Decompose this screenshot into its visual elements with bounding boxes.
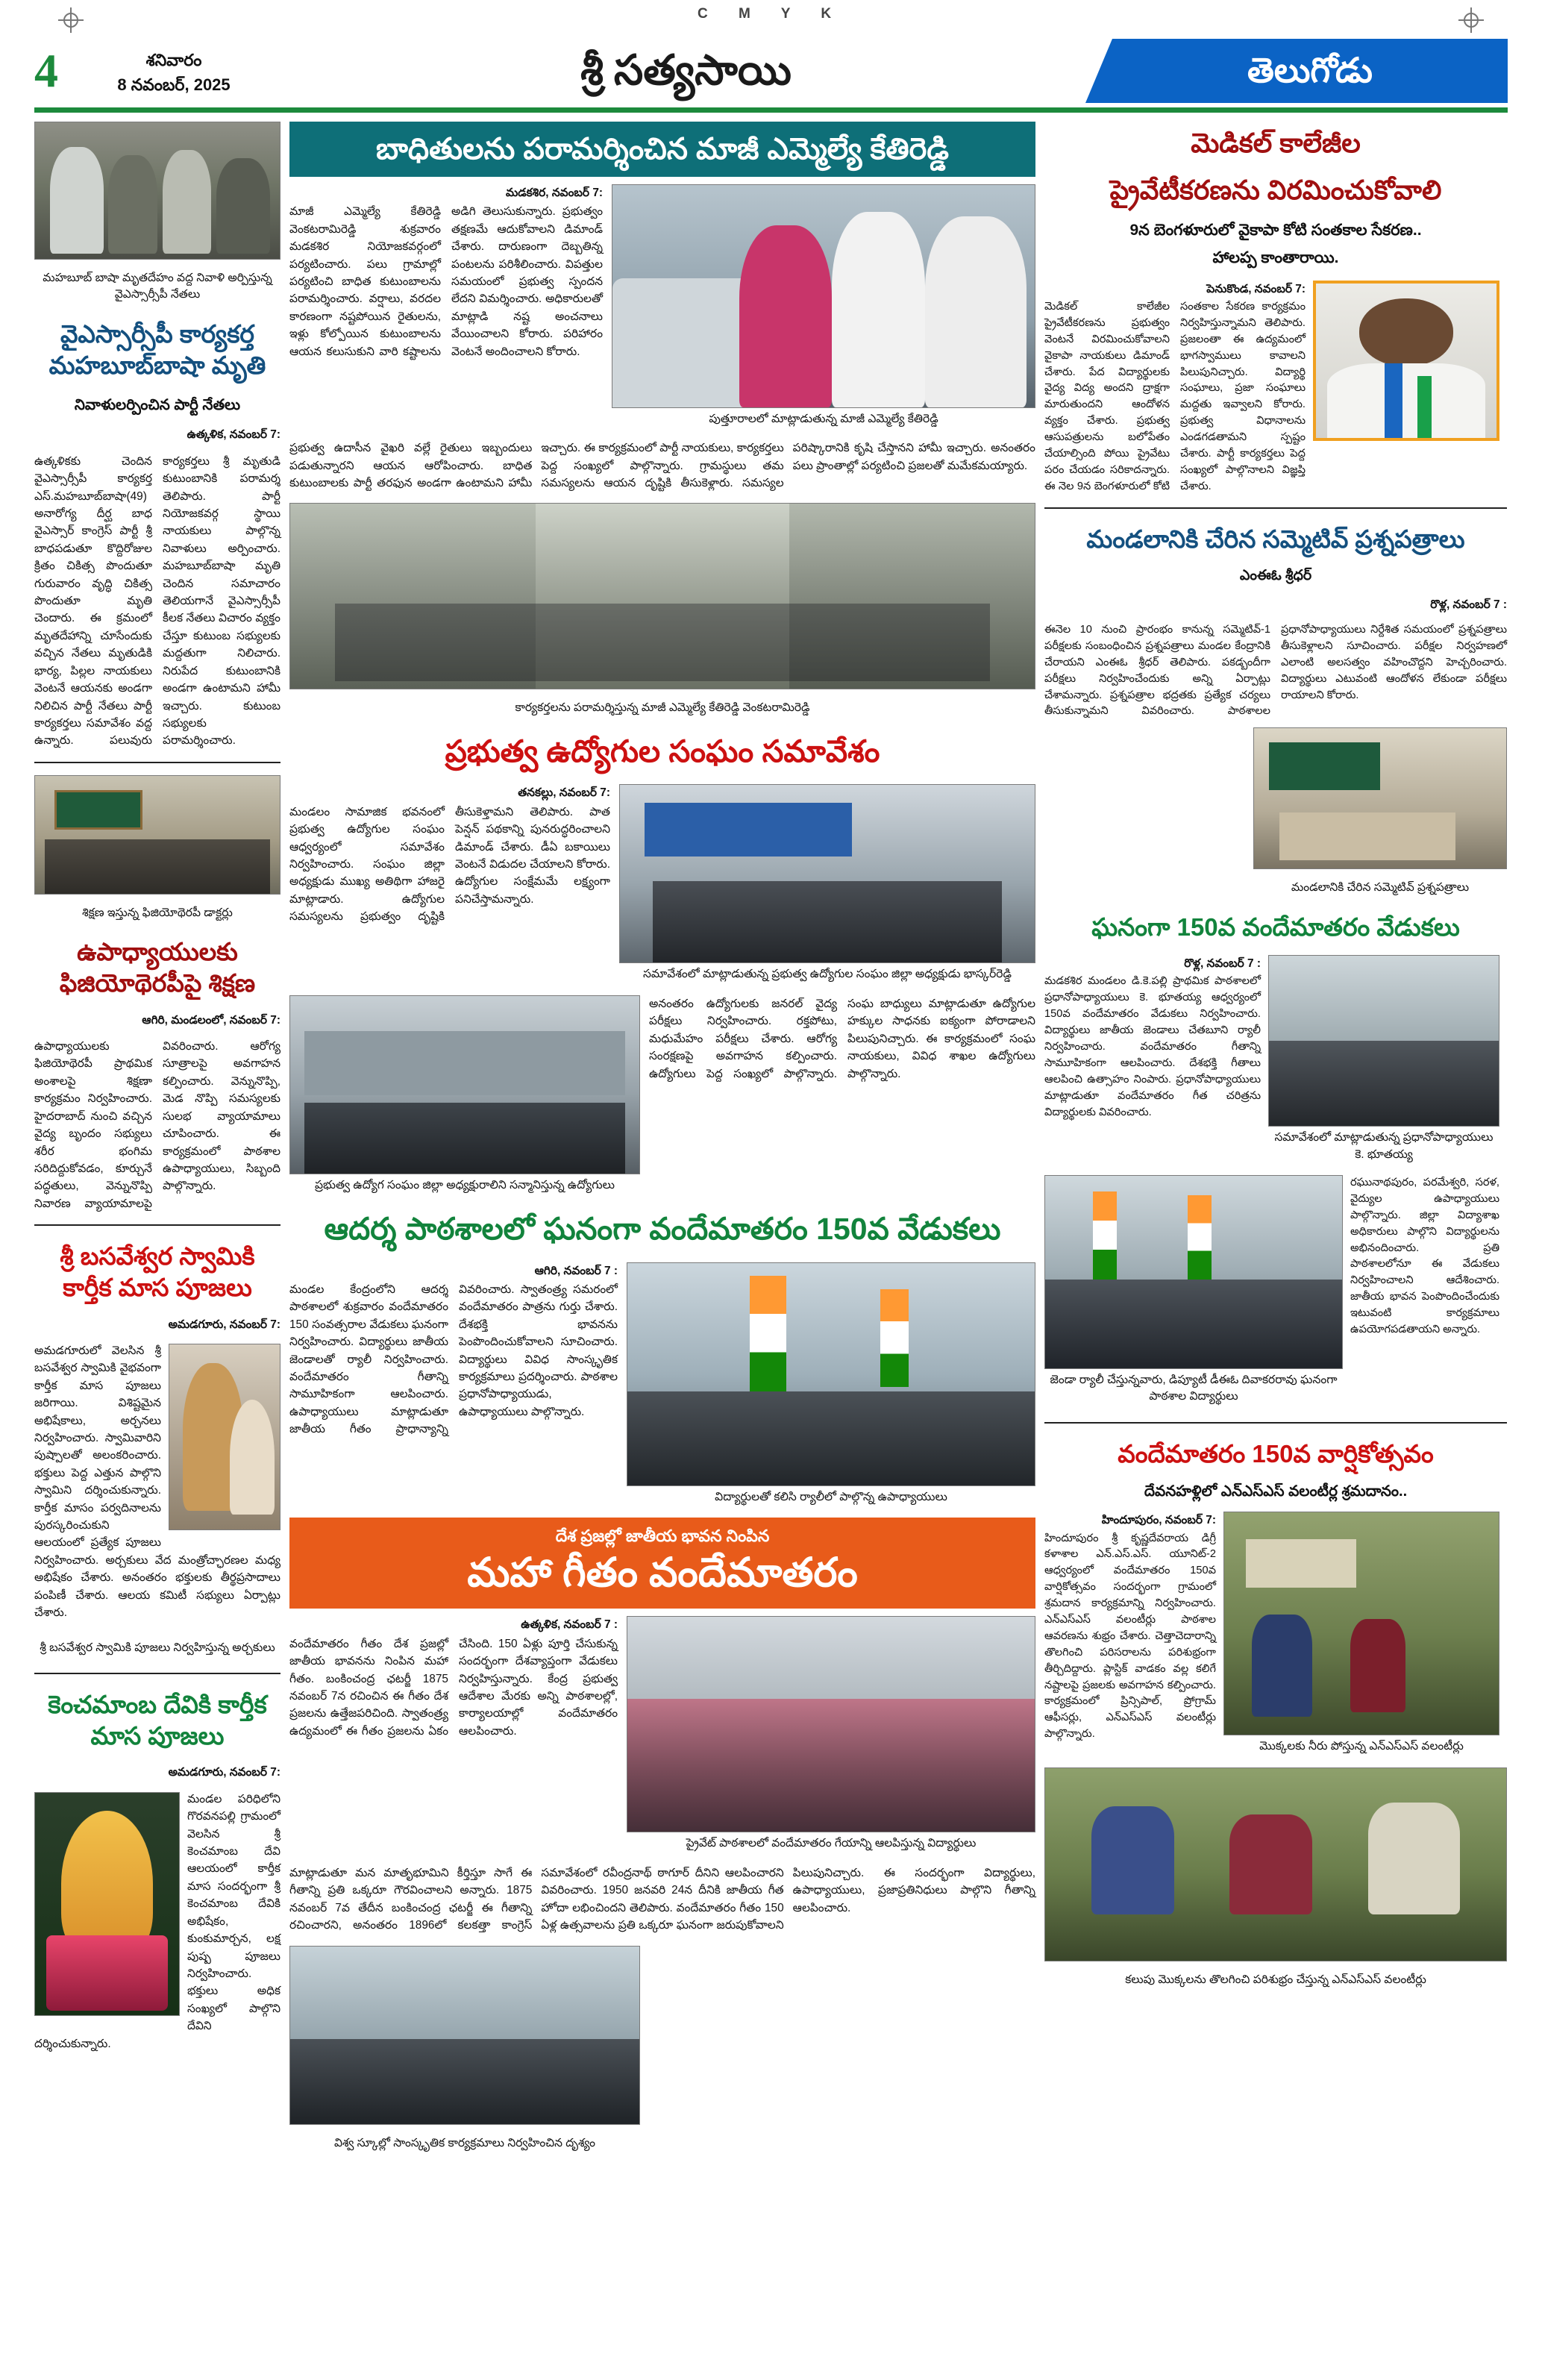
print-registration-bar xyxy=(0,0,1542,39)
photo-felicitation xyxy=(289,995,640,1174)
photo-question-papers xyxy=(1253,727,1507,869)
registration-mark-right-icon xyxy=(1458,7,1484,33)
story-body-kenchamamba-text: మండల పరిధిలోని గొరవనపల్లి గ్రామంలో వెలసిన శ్రీ కెంచమాంబ దేవి ఆలయంలో కార్తీక మాస సందర్భంగా శ్రీ కెంచమాంబ దేవికి అభిషేకం, కుంకుమార్చన, లక్ష పుష్ప పూజలు నిర్వహించారు. భక్తులు అధిక సంఖ్యలో పాల్గొని దేవిని దర్శించుకున్నారు. xyxy=(34,1792,280,2050)
photo-workers-group xyxy=(289,503,1035,689)
banner-body-1: వందేమాతరం గీతం దేశ ప్రజల్లో జాతీయ భావనను నింపిన మహా గీతం. బంకించంద్ర ఛటర్జీ 1875 నవంబర్ 7న రచించిన ఈ గీతం దేశ ప్రజలను ఉత్తేజపరిచింది. స్వాతంత్ర్య ఉద్యమంలో ఈ గీతం ప్రజలను ఏకం చేసింది. 150 ఏళ్లు పూర్తి చేసుకున్న సందర్భంగా దేశవ్యాప్తంగా వేడుకలు నిర్వహిస్తున్నారు. కేంద్ర ప్రభుత్వ ఆదేశాల మేరకు అన్ని పాఠశాలల్లో, కార్యాలయాల్లో వందేమాతరం ఆలపించారు. xyxy=(289,1637,618,1738)
nss-row xyxy=(1044,1512,1507,1759)
story-title-basaveshwara: శ్రీ బసవేశ్వర స్వామికి కార్తీక మాస పూజలు xyxy=(60,1242,255,1302)
divider xyxy=(34,1224,280,1226)
banner-row xyxy=(289,1616,1035,1856)
dateline-physio: ఆగిరి, మండలంలో, నవంబర్ 7: xyxy=(142,1013,280,1027)
photo-caption: విద్యార్థులతో కలిసి ర్యాలీలో పాల్గొన్న ఉపాధ్యాయులు xyxy=(715,1490,947,1503)
dateline-banner: ఉత్కళిక, నవంబర్ 7 : xyxy=(521,1618,618,1632)
paper-title: శ్రీ సత్యసాయి xyxy=(580,48,792,94)
photo-mla-car xyxy=(612,184,1035,408)
meeting-photo-block xyxy=(619,784,1035,987)
photo-caption: సమావేశంలో మాట్లాడుతున్న ప్రధానోపాధ్యాయులు కె. భూతయ్య xyxy=(1274,1131,1494,1161)
photo-flag-rally xyxy=(627,1262,1035,1486)
photo-nss-weeding xyxy=(1044,1767,1507,1961)
date-label: 8 నవంబర్, 2025 xyxy=(117,75,231,94)
vande-text-block-2 xyxy=(1350,1175,1499,1410)
vande-photo-block xyxy=(1268,955,1499,1168)
headline-nss-1: వందేమాతరం 150వ వార్షికోత్సవం xyxy=(1118,1439,1434,1468)
vande-photo-block-2 xyxy=(1044,1175,1343,1410)
cmyk-label: C M Y K xyxy=(697,6,845,22)
photo-caption: మండలానికి చేరిన సమ్మెటివ్ ప్రశ్నపత్రాలు xyxy=(1291,881,1470,895)
page-number: 4 xyxy=(34,44,58,97)
photo-caption: విశ్వ స్కూల్లో సాంస్కృతిక కార్యక్రమాలు నిర్వహించిన దృశ్యం xyxy=(334,2137,595,2150)
meeting-row-2 xyxy=(289,995,1035,1198)
banner-body-2: మాట్లాడుతూ మన మాతృభూమిని కీర్తిస్తూ సాగే ఈ గీతాన్ని ప్రతి ఒక్కరూ గౌరవించాలని అన్నారు. 1875 నవంబర్ 7వ తేదీన బంకించంద్ర ఛటర్జీ ఈ గీతాన్ని రచించారని, అనంతరం 1896లో కలకత్తా కాంగ్రెస్ సమావేశంలో రవీంద్రనాథ్ ఠాగూర్ దీనిని ఆలపించారని వివరించారు. 1950 జనవరి 24న దీనికి జాతీయ గీత హోదా లభించిందని తెలిపారు. వందేమాతరం గీతం 150 ఏళ్ల ఉత్సవాలను ప్రతి ఒక్కరూ ఘనంగా జరుపుకోవాలని పిలుపునిచ్చారు. ఈ సందర్భంగా విద్యార్థులు, ఉపాధ్యాయులు, ప్రజాప్రతినిధులు పాల్గొని గీతాన్ని ఆలపించారు. xyxy=(289,1866,1035,1932)
photo-caption: ప్రభుత్వ ఉద్యోగ సంఘం జిల్లా అధ్యక్షురాలిని సన్మానిస్తున్న ఉద్యోగులు xyxy=(315,1178,615,1191)
registration-mark-left-icon xyxy=(58,7,84,33)
lead-photo-block xyxy=(612,184,1035,432)
column-right xyxy=(1044,122,1507,2157)
vande-text-block xyxy=(1044,955,1261,1168)
story-title-kenchamamba: కెంచమాంబ దేవికి కార్తీక మాస పూజలు xyxy=(48,1690,267,1750)
lead-headline: బాధితులను పరామర్శించిన మాజీ ఎమ్మెల్యే కేతిరెడ్డి xyxy=(289,122,1035,177)
nss-text-block xyxy=(1044,1512,1216,1759)
meeting-row xyxy=(289,784,1035,987)
dateline-basaveshwara: అమడగూరు, నవంబర్ 7: xyxy=(168,1318,280,1331)
banner-vandemataram xyxy=(289,1518,1035,1609)
medical-photo-block xyxy=(1313,281,1499,495)
school-row xyxy=(289,1262,1035,1510)
subhead-medical-2: హాలప్ప కాంతారాయి. xyxy=(1212,249,1339,267)
banner-photo-block xyxy=(627,1616,1035,1856)
dateline-school: ఆగిరి, నవంబర్ 7 : xyxy=(534,1264,618,1277)
weekday-label: శనివారం xyxy=(145,51,202,69)
meeting-body-2: అనంతరం ఉద్యోగులకు జనరల్ వైద్య పరీక్షలు నిర్వహించారు. రక్తపోటు, మధుమేహం పరీక్షలు చేశారు. ఆరోగ్య సంరక్షణపై అవగాహన కల్పించారు. ఉద్యోగులు పెద్ద సంఖ్యలో పాల్గొన్నారు. సంఘ బాధ్యులు మాట్లాడుతూ ఉద్యోగుల హక్కుల సాధనకు ఐక్యంగా పోరాడాలని పిలుపునిచ్చారు. ఈ కార్యక్రమంలో సంఘ నాయకులు, వివిధ శాఖల ఉద్యోగులు పాల్గొన్నారు. xyxy=(649,997,1035,1080)
nss-body: హిందూపురం శ్రీ కృష్ణదేవరాయ డిగ్రీ కళాశాల ఎన్.ఎస్.ఎస్. యూనిట్-2 ఆధ్వర్యంలో వందేమాతరం 150వ వార్షికోత్సవం సందర్భంగా గ్రామంలో శ్రమదాన కార్యక్రమాన్ని నిర్వహించారు. ఎన్ఎస్ఎస్ వలంటీర్లు పాఠశాల ఆవరణను శుభ్రం చేశారు. చెత్తాచెదారాన్ని తొలగించి పరిసరాలను పరిశుభ్రంగా తీర్చిదిద్దారు. ప్లాస్టిక్ వాడకం వల్ల కలిగే నష్టాలపై ప్రజలకు అవగాహన కల్పించారు. కార్యక్రమంలో ప్రిన్సిపాల్, ప్రోగ్రామ్ ఆఫీసర్లు, ఎన్ఎస్ఎస్ వలంటీర్లు పాల్గొన్నారు. xyxy=(1044,1532,1216,1741)
meeting-body-1: మండలం సామాజిక భవనంలో ప్రభుత్వ ఉద్యోగుల సంఘం ఆధ్వర్యంలో సమావేశం నిర్వహించారు. సంఘం జిల్లా అధ్యక్షుడు ముఖ్య అతిథిగా హాజరై మాట్లాడారు. ఉద్యోగుల సమస్యలను ప్రభుత్వం దృష్టికి తీసుకెళ్తామని తెలిపారు. పాత పెన్షన్ పథకాన్ని పునరుద్ధరించాలని డిమాండ్ చేశారు. డీఏ బకాయిలు వెంటనే విడుదల చేయాలని కోరారు. ఉద్యోగుల సంక్షేమమే లక్ష్యంగా పనిచేస్తామన్నారు. xyxy=(289,805,610,924)
photo-caption: కార్యకర్తలను పరామర్శిస్తున్న మాజీ ఎమ్మెల్యే కేతిరెడ్డి వెంకటరామిరెడ్డి xyxy=(515,701,810,714)
photo-caption: శిక్షణ ఇస్తున్న ఫిజియోథెరపీ డాక్టర్లు xyxy=(82,906,233,919)
photo-flag-procession xyxy=(1044,1175,1343,1369)
photo-caption: శ్రీ బసవేశ్వర స్వామికి పూజలు నిర్వహిస్తున్న అర్చకులు xyxy=(40,1641,275,1654)
lead-story-body-2: ప్రభుత్వ ఉదాసీన వైఖరి వల్లే రైతులు ఇబ్బందులు పడుతున్నారని ఆయన ఆరోపించారు. బాధిత కుటుంబాలకు పార్టీ తరఫున అండగా ఉంటామని హామీ ఇచ్చారు. ఈ కార్యక్రమంలో పార్టీ నాయకులు, కార్యకర్తలు పెద్ద సంఖ్యలో పాల్గొన్నారు. గ్రామస్థులు తమ సమస్యలను ఆయన దృష్టికి తీసుకెళ్లారు. సమస్యల పరిష్కారానికి కృషి చేస్తానని హామీ ఇచ్చారు. అనంతరం పలు ప్రాంతాల్లో పర్యటించి ప్రజలతో మమేకమయ్యారు. xyxy=(289,442,1035,490)
photo-caption: జెండా ర్యాలీ చేస్తున్నవారు, డిప్యూటీ డీఈఓ దివాకరరావు ఘనంగా పాఠశాల విద్యార్థులు xyxy=(1050,1374,1338,1403)
divider xyxy=(34,1673,280,1674)
photo-caption: మొక్కలకు నీరు పోస్తున్న ఎన్ఎస్ఎస్ వలంటీర్లు xyxy=(1259,1740,1464,1753)
column-left xyxy=(34,122,280,2157)
medical-text-block xyxy=(1044,281,1306,495)
banner-title: మహా గీతం వందేమాతరం xyxy=(467,1550,858,1595)
vande-body: మడకశిర మండలం డి.కె.పల్లి ప్రాథమిక పాఠశాలలో ప్రధానోపాధ్యాయులు కె. భూతయ్య ఆధ్వర్యంలో 150వ వందేమాతరం వేడుకలు నిర్వహించారు. విద్యార్థులు జాతీయ జెండాలు చేతబూని ర్యాలీ నిర్వహించారు. వందేమాతరం గీతాన్ని సామూహికంగా ఆలపించారు. దేశభక్తి గీతాలు ఆలపించి ఉత్సాహం నింపారు. ప్రధానోపాధ్యాయులు మాట్లాడుతూ వందేమాతరం గీత చరిత్రను విద్యార్థులకు వివరించారు. xyxy=(1044,975,1261,1118)
story-title-ysrcp: వైఎస్సార్సీపీ కార్యకర్త మహబూబ్‌బాషా మృతి xyxy=(48,319,266,380)
masthead xyxy=(34,39,1508,103)
nss-photo-block xyxy=(1223,1512,1499,1759)
banner-subtitle: దేశ ప్రజల్లో జాతీయ భావన నింపిన xyxy=(555,1526,770,1546)
lead-story-text-block xyxy=(289,184,603,432)
masthead-rule xyxy=(34,107,1508,113)
school-body: మండల కేంద్రంలోని ఆదర్శ పాఠశాలలో శుక్రవారం వందేమాతరం 150 సంవత్సరాల వేడుకలు ఘనంగా నిర్వహించారు. విద్యార్థులు జాతీయ జెండాలతో ర్యాలీ నిర్వహించారు. వందేమాతరం గీతాన్ని సామూహికంగా ఆలపించారు. ఉపాధ్యాయులు మాట్లాడుతూ జాతీయ గీతం ప్రాధాన్యాన్ని వివరించారు. స్వాతంత్ర్య సమరంలో వందేమాతరం పాత్రను గుర్తు చేశారు. దేశభక్తి భావనను పెంపొందించుకోవాలని సూచించారు. విద్యార్థులు వివిధ సాంస్కృతిక కార్యక్రమాలు ప్రదర్శించారు. పాఠశాల ప్రధానోపాధ్యాయుడు, ఉపాధ్యాయులు పాల్గొన్నారు. xyxy=(289,1283,618,1436)
meeting-text-block-2 xyxy=(649,995,1035,1198)
headline-nss-2: దేవనహళ్లిలో ఎన్ఎస్ఎస్ వలంటీర్ల శ్రమదానం.. xyxy=(1144,1483,1408,1500)
medical-row xyxy=(1044,281,1507,495)
photo-meeting-hall xyxy=(619,784,1035,963)
headline-vande-150: ఘనంగా 150వ వందేమాతరం వేడుకలు xyxy=(1091,912,1460,941)
photo-nss-watering xyxy=(1223,1512,1499,1735)
story-subtitle-ysrcp: నివాళులర్పించిన పార్టీ నేతలు xyxy=(74,397,241,414)
divider xyxy=(1044,1422,1507,1424)
summative-body: ఈనెల 10 నుంచి ప్రారంభం కానున్న సమ్మెటివ్-1 పరీక్షలకు సంబంధించిన ప్రశ్నపత్రాలు మండల కేంద్రానికి చేరాయని ఎంఈఓ శ్రీధర్ తెలిపారు. పకడ్బందీగా పరీక్షలు నిర్వహించేందుకు అన్ని ఏర్పాట్లు చేశామన్నారు. ప్రశ్నపత్రాల భద్రతకు ప్రత్యేక చర్యలు తీసుకున్నామని వివరించారు. పాఠశాలల ప్రధానోపాధ్యాయులు నిర్దేశిత సమయంలో ప్రశ్నపత్రాలు తీసుకెళ్లాలని సూచించారు. పరీక్షల నిర్వహణలో ఎలాంటి అలసత్వం వహించొద్దని హెచ్చరించారు. విద్యార్థులు ఎటువంటి ఆందోళన లేకుండా పరీక్షలు రాయాలని కోరారు. xyxy=(1044,624,1507,718)
photo-temple-priest xyxy=(169,1344,280,1530)
dateline-medical: పెనుకొండ, నవంబర్ 7: xyxy=(1206,282,1306,295)
photo-caption: కలుపు మొక్కలను తొలగించి పరిశుభ్రం చేస్తున్న ఎన్ఎస్ఎస్ వలంటీర్లు xyxy=(1125,1973,1426,1986)
divider xyxy=(1044,507,1507,509)
page-content xyxy=(0,113,1542,2179)
dateline-kenchamamba: అమడగూరు, నవంబర్ 7: xyxy=(168,1766,280,1779)
photo-physiotherapy xyxy=(34,775,280,895)
headline-summative: మండలానికి చేరిన సమ్మెటివ్ ప్రశ్నపత్రాలు xyxy=(1086,524,1465,553)
photo-caption: పుత్తూరాలలో మాట్లాడుతున్న మాజీ ఎమ్మెల్యే కేతిరెడ్డి xyxy=(709,413,938,425)
photo-caption: సమావేశంలో మాట్లాడుతున్న ప్రభుత్వ ఉద్యోగుల సంఘం జిల్లా అధ్యక్షుడు భాస్కర్‌రెడ్డి xyxy=(643,968,1012,981)
photo-caption: మహబూబ్ బాషా మృతదేహం వద్ద నివాళి అర్పిస్తున్న వైఎస్సార్సీపీ నేతలు xyxy=(43,272,272,301)
dateline-nss: హిందూపురం, నవంబర్ 7: xyxy=(1101,1514,1216,1527)
photo-leader-portrait xyxy=(1313,281,1499,441)
photo-caption: ప్రైవేట్ పాఠశాలలో వందేమాతరం గేయాన్ని ఆలపిస్తున్న విద్యార్థులు xyxy=(686,1837,977,1850)
headline-medical-2: ప్రైవేటీకరణను విరమించుకోవాలి xyxy=(1109,175,1442,205)
story-body-ysrcp: ఉత్కళికకు చెందిన వైఎస్సార్సీపీ కార్యకర్త ఎస్.మహబూబ్‌బాషా(49) అనారోగ్య దీర్ఘ బాధ వైఎస్సార్ కాంగ్రెస్ పార్టీ శ్రీ బాధపడుతూ కొద్దిరోజుల క్రితం చికిత్స పొందుతూ గురువారం వృద్ధి చికిత్స పొందుతూ మృతి చెందారు. ఈ క్రమంలో మృతదేహాన్ని చూసేందుకు వచ్చిన నేతలు మృతుడికి భార్య, పిల్లల నాయకులు వెంటనే ఆయనకు అండగా నిలిచిన పార్టీ నేతలు పార్టీ కార్యకర్తలు సమావేశం వద్ద ఉన్నారు. పలువురు కార్యకర్తలు శ్రీ మృతుడి కుటుంబానికి పరామర్శ తెలిపారు. పార్టీ నియోజకవర్గ స్థాయి నాయకులు పాల్గొన్న నివాళులు అర్పించారు. మహబూబ్‌బాషా మృతి చెందిన సమాచారం తెలియగానే వైఎస్సార్సీపీ కీలక నేతలు విచారం వ్యక్తం చేస్తూ కుటుంబ సభ్యులకు మద్దతుగా నిలిచారు. నిరుపేద కుటుంబానికి అండగా ఉంటామని హామీ ఇచ్చారు. కుటుంబ సభ్యులకు పరామర్శించారు. xyxy=(34,454,280,748)
dateline-ysrcp: ఉత్కళిక, నవంబర్ 7: xyxy=(187,428,280,442)
dateline-summative: రొళ్ల, నవంబర్ 7 : xyxy=(1430,598,1507,611)
dateline-meeting: తనకల్లు, నవంబర్ 7: xyxy=(518,786,610,800)
date-block xyxy=(88,39,260,103)
story-title-physio: ఉపాధ్యాయులకు ఫిజియోథెరపీపై శిక్షణ xyxy=(59,938,256,998)
blood-photo-block xyxy=(289,995,640,1198)
headline-medical-1: మెడికల్ కాలేజీల xyxy=(1191,128,1361,158)
school-text-block xyxy=(289,1262,618,1510)
vande-row-2 xyxy=(1044,1175,1507,1410)
headline-school-vandemataram: ఆదర్శ పాఠశాలలో ఘనంగా వందేమాతరం 150వ వేడుకలు xyxy=(324,1212,1001,1247)
photo-condolence xyxy=(34,122,280,260)
dateline-lead: మడకశిర, నవంబర్ 7: xyxy=(505,187,603,199)
subhead-medical-1: 9న బెంగళూరులో వైకాపా కోటి సంతకాల సేకరణ.. xyxy=(1129,222,1422,239)
vande-row xyxy=(1044,955,1507,1168)
lead-story-body-1: మాజీ ఎమ్మెల్యే కేతిరెడ్డి వెంకటరామిరెడ్డి శుక్రవారం మడకశిర నియోజకవర్గంలో పర్యటించారు. పలు గ్రామాల్లో పర్యటించి బాధిత కుటుంబాలను పరామర్శించారు. వర్షాలు, వరదల కారణంగా నష్టపోయిన రైతులను, ఇళ్లు కోల్పోయిన కుటుంబాలను ఆయన కలుసుకుని వారి కష్టాలను అడిగి తెలుసుకున్నారు. ప్రభుత్వం తక్షణమే ఆదుకోవాలని డిమాండ్ చేశారు. దారుణంగా దెబ్బతిన్న పంటలను పరిశీలించారు. విపత్తుల సమయంలో ప్రభుత్వ స్పందన లేదని విమర్శించారు. అధికారులతో మాట్లాడి నష్ట అంచనాలు వేయించాలని కోరారు. పరిహారం వెంటనే అందించాలని కోరారు. xyxy=(289,205,603,358)
story-body-kenchamamba xyxy=(34,1791,280,2052)
subhead-summative: ఎంఈఓ శ్రీధర్ xyxy=(1239,567,1312,583)
medical-body: మెడికల్ కాలేజీల ప్రైవేటీకరణను ప్రభుత్వం వెంటనే విరమించుకోవాలని వైకాపా నాయకులు డిమాండ్ చేశారు. పేద విద్యార్థులకు వైద్య విద్య అందని ద్రాక్షగా మారుతుందని ఆందోళన వ్యక్తం చేశారు. ప్రభుత్వ ఆసుపత్రులను బలోపేతం చేయాల్సింది పోయి ప్రైవేటు పరం చేయడం సరికాదన్నారు. ఈ నెల 9న బెంగళూరులో కోటి సంతకాల సేకరణ కార్యక్రమం నిర్వహిస్తున్నామని తెలిపారు. ప్రజలంతా ఈ ఉద్యమంలో భాగస్వాములు కావాలని పిలుపునిచ్చారు. విద్యార్థి సంఘాలు, ప్రజా సంఘాలు మద్దతు ఇవ్వాలని కోరారు. ప్రభుత్వ విధానాలను ఎండగడతామని స్పష్టం చేశారు. పార్టీ కార్యకర్తలు పెద్ద సంఖ్యలో పాల్గొనాలని విజ్ఞప్తి చేశారు. xyxy=(1044,301,1306,492)
photo-school-cultural xyxy=(289,1946,640,2125)
brand-logo: తెలుగోడు xyxy=(1112,39,1508,103)
lead-story-row xyxy=(289,184,1035,432)
dateline-vande: రొళ్ల, నవంబర్ 7 : xyxy=(1184,957,1261,971)
story-body-physio: ఉపాధ్యాయులకు ఫిజియోథెరపీ ప్రాథమిక అంశాలపై శిక్షణా కార్యక్రమం నిర్వహించారు. హైదరాబాద్ నుంచి వచ్చిన వైద్య బృందం సభ్యులు శరీర భంగిమ సరిదిద్దుకోవడం, కూర్చునే పద్ధతులు, వెన్నునొప్పి నివారణ వ్యాయామాలపై వివరించారు. ఆరోగ్య సూత్రాలపై అవగాహన కల్పించారు. వెన్నునొప్పి, మెడ నొప్పి సమస్యలకు సులభ వ్యాయామాలు చూపించారు. ఈ కార్యక్రమంలో పాఠశాల ఉపాధ్యాయులు, సిబ్బంది పాల్గొన్నారు. xyxy=(34,1040,280,1210)
column-center xyxy=(289,122,1035,2157)
photo-school-assembly xyxy=(1268,955,1499,1127)
photo-goddess-idol xyxy=(34,1792,180,2016)
banner-text-block xyxy=(289,1616,618,1856)
photo-students-singing xyxy=(627,1616,1035,1832)
headline-employees-meeting: ప్రభుత్వ ఉద్యోగుల సంఘం సమావేశం xyxy=(445,734,880,769)
story-body-basaveshwara xyxy=(34,1342,280,1622)
vande-body-2: రఘునాథపురం, పరమేశ్వరి, సరళ, వైద్యుల ఉపాధ్యాయులు పాల్గొన్నారు. జిల్లా విద్యాశాఖ అధికారులు పాల్గొని విద్యార్థులను అభినందించారు. ప్రతి పాఠశాలలోనూ ఈ వేడుకలు నిర్వహించాలని ఆదేశించారు. జాతీయ భావన పెంపొందించేందుకు ఇటువంటి కార్యక్రమాలు ఉపయోగపడతాయని అన్నారు. xyxy=(1350,1177,1499,1336)
meeting-text-block xyxy=(289,784,610,987)
school-photo-block xyxy=(627,1262,1035,1510)
story-body-basaveshwara-text: అమడగూరులో వెలసిన శ్రీ బసవేశ్వర స్వామికి వైభవంగా కార్తీక మాస పూజలు జరిగాయి. విశిష్టమైన అభిషేకాలు, అర్చనలు నిర్వహించారు. స్వామివారిని పుష్పాలతో అలంకరించారు. భక్తులు పెద్ద ఎత్తున పాల్గొని స్వామిని దర్శించుకున్నారు. కార్తీక మాసం పర్వదినాలను పురస్కరించుకుని ఆలయంలో ప్రత్యేక పూజలు నిర్వహించారు. అర్చకులు వేద మంత్రోచ్ఛారణల మధ్య అభిషేకం చేశారు. అనంతరం భక్తులకు తీర్థప్రసాదాలు పంపిణీ చేశారు. ఆలయ కమిటీ సభ్యులు ఏర్పాట్లు చేశారు. xyxy=(34,1344,280,1620)
divider xyxy=(34,762,280,763)
